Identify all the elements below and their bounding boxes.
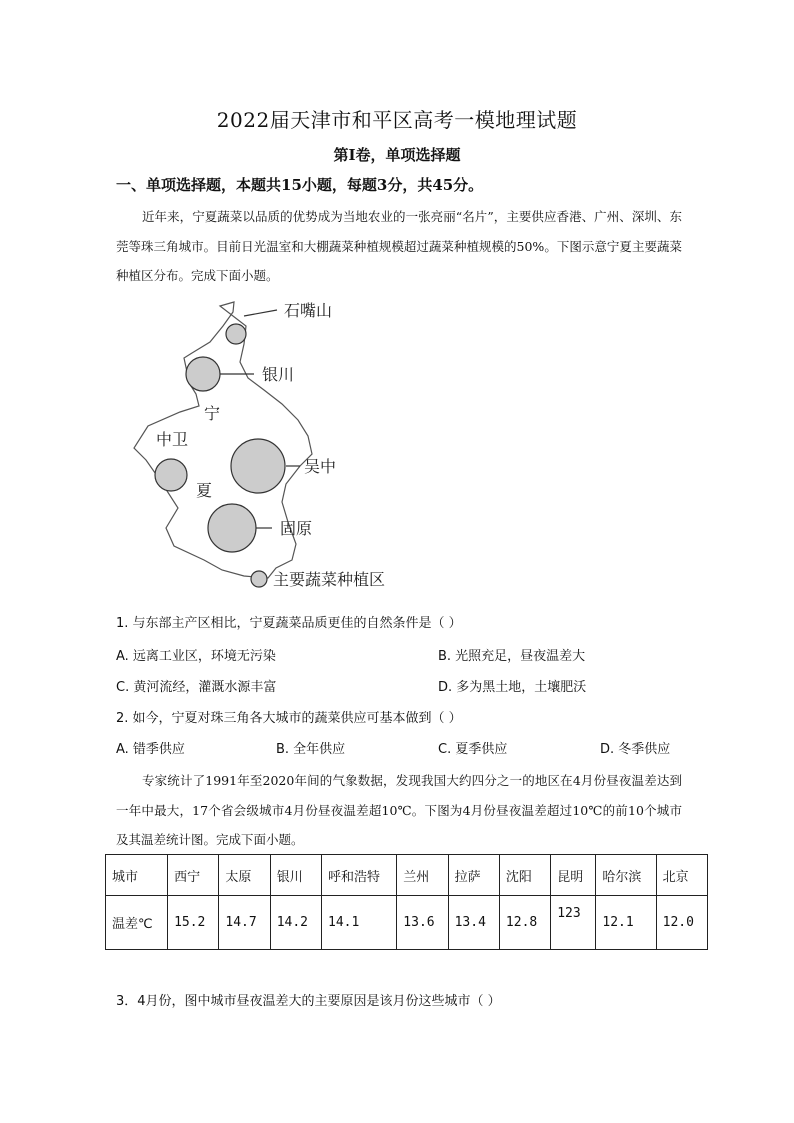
- label-zhongwei: 中卫: [156, 430, 189, 449]
- part-heading: 第I卷，单项选择题: [333, 146, 461, 164]
- table-cell-city: 太原: [219, 855, 270, 896]
- growing-area-shizuishan: [226, 324, 246, 344]
- table-cell-value: 14.7: [219, 896, 270, 950]
- label-wuzhong: 吴中: [304, 457, 337, 476]
- table-cell-city: 拉萨: [448, 855, 499, 896]
- table-cell-city: 呼和浩特: [322, 855, 397, 896]
- growing-area-wuzhong: [231, 439, 285, 493]
- ningxia-vegetable-map: [120, 298, 420, 594]
- table-cell-value: 14.2: [270, 896, 321, 950]
- question-2-stem: 2. 如今，宁夏对珠三角各大城市的蔬菜供应可基本做到（ ）: [116, 711, 462, 726]
- question-2-option-a: A. 错季供应: [116, 742, 185, 757]
- table-cell-city: 哈尔滨: [596, 855, 656, 896]
- question-2-option-d: D. 冬季供应: [600, 742, 671, 757]
- table-cell-city: 昆明: [551, 855, 596, 896]
- table-cell-value: 13.6: [397, 896, 448, 950]
- question-2-option-c: C. 夏季供应: [438, 742, 508, 757]
- table-cell-value: 14.1: [322, 896, 397, 950]
- leader-line-shizuishan: [244, 310, 277, 316]
- question-1-option-a: A. 远离工业区，环境无污染: [116, 649, 276, 664]
- growing-area-yinchuan: [186, 357, 220, 391]
- table-cell-city: 西宁: [168, 855, 219, 896]
- question-1-option-b: B. 光照充足，昼夜温差大: [438, 649, 586, 664]
- label-yinchuan: 银川: [262, 365, 295, 384]
- table-cell-value: 123: [551, 896, 596, 950]
- question-3-stem: 3．4月份，图中城市昼夜温差大的主要原因是该月份这些城市（ ）: [116, 994, 501, 1009]
- question-1-option-c: C. 黄河流经，灌溉水源丰富: [116, 680, 277, 695]
- label-xia: 夏: [196, 481, 213, 500]
- question-2-option-b: B. 全年供应: [276, 742, 346, 757]
- growing-area-guyuan: [208, 504, 256, 552]
- table-cell-city: 沈阳: [499, 855, 550, 896]
- label-guyuan: 固原: [280, 519, 313, 538]
- growing-area-zhongwei: [155, 459, 187, 491]
- section-heading: 一、单项选择题，本题共15小题，每题3分，共45分。: [116, 176, 484, 194]
- legend-circle: [251, 571, 267, 587]
- table-header-city: 城市: [106, 855, 168, 896]
- table-row-cities: [106, 855, 708, 896]
- question-1-option-d: D. 多为黑土地，土壤肥沃: [438, 680, 587, 695]
- legend-label: 主要蔬菜种植区: [273, 570, 386, 589]
- temperature-range-table: [105, 854, 708, 950]
- label-ning: 宁: [204, 404, 221, 423]
- intro-paragraph-2: 专家统计了1991年至2020年间的气象数据，发现我国大约四分之一的地区在4月份昼夜温差达到一年中最大，17个省会级城市4月份昼夜温差超10℃。下图为4月份昼夜温差超过10℃的前10个城市及其温差统计图。完成下面小题。: [116, 773, 682, 847]
- page-title: 2022届天津市和平区高考一模地理试题: [216, 108, 578, 132]
- table-cell-value: 12.0: [656, 896, 707, 950]
- label-shizuishan: 石嘴山: [284, 301, 333, 320]
- table-header-temp-range: 温差℃: [106, 896, 168, 950]
- table-cell-value: 15.2: [168, 896, 219, 950]
- table-row-values: [106, 896, 708, 950]
- table-cell-value: 12.1: [596, 896, 656, 950]
- table-cell-city: 兰州: [397, 855, 448, 896]
- table-cell-city: 北京: [656, 855, 707, 896]
- table-cell-city: 银川: [270, 855, 321, 896]
- table-cell-value: 12.8: [499, 896, 550, 950]
- table-cell-value: 13.4: [448, 896, 499, 950]
- question-1-stem: 1. 与东部主产区相比，宁夏蔬菜品质更佳的自然条件是（ ）: [116, 616, 462, 631]
- intro-paragraph-1: 近年来，宁夏蔬菜以品质的优势成为当地农业的一张亮丽“名片”，主要供应香港、广州、深圳、东莞等珠三角城市。目前日光温室和大棚蔬菜种植规模超过蔬菜种植规模的50%。下图示意宁夏主要蔬菜种植区分布。完成下面小题。: [116, 209, 682, 283]
